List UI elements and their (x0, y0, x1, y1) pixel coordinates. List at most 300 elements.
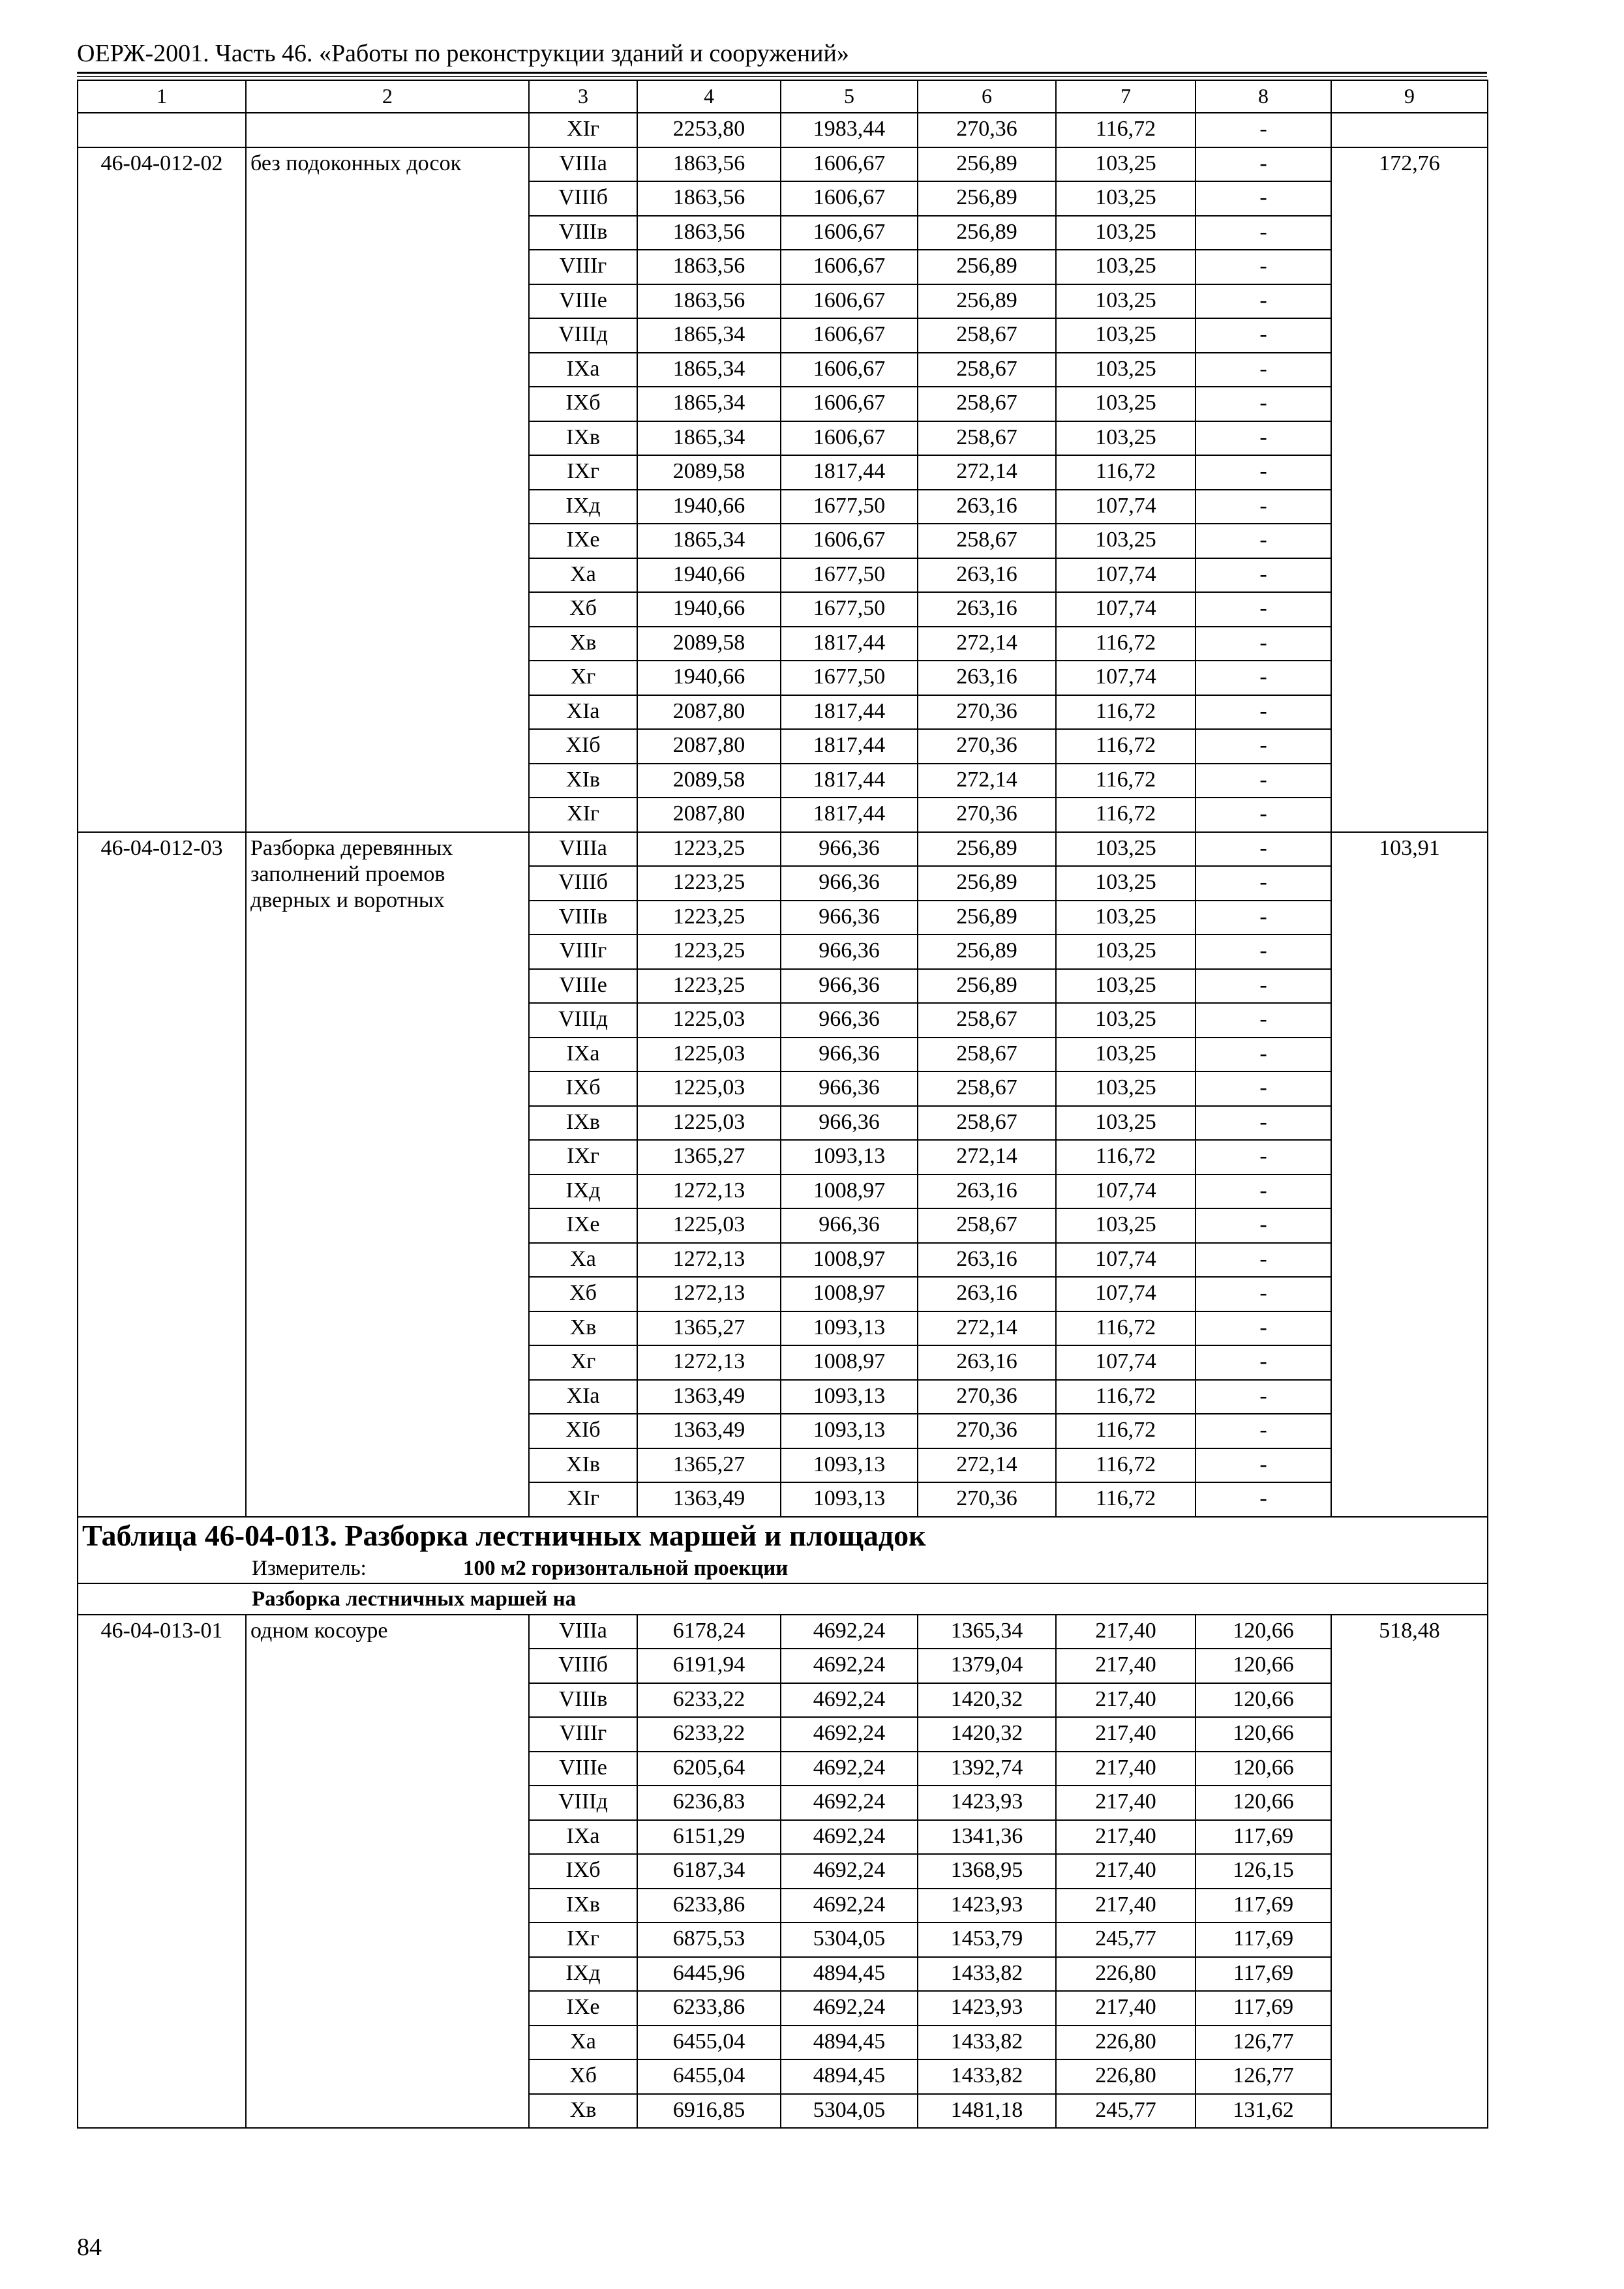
value-cell: 2087,80 (637, 798, 781, 832)
value-cell: - (1195, 147, 1331, 182)
value-cell: 1677,50 (781, 490, 918, 524)
value-cell: 1865,34 (637, 318, 781, 353)
table-row (78, 832, 1488, 867)
value-cell: 217,40 (1056, 1991, 1195, 2026)
value-cell: 117,69 (1195, 1991, 1331, 2026)
value-cell: 258,67 (918, 1003, 1056, 1038)
value-cell: - (1195, 1243, 1331, 1278)
value-cell: 1223,25 (637, 901, 781, 935)
value-cell: 263,16 (918, 1345, 1056, 1380)
value-cell: 270,36 (918, 798, 1056, 832)
value-cell: 126,77 (1195, 2026, 1331, 2060)
value-cell: 2087,80 (637, 729, 781, 764)
value-cell: - (1195, 1311, 1331, 1346)
value-cell: 272,14 (918, 627, 1056, 661)
value-cell: 103,25 (1056, 1208, 1195, 1243)
zone-cell: Xв (529, 627, 637, 661)
value-cell: 1817,44 (781, 455, 918, 490)
value-cell: 258,67 (918, 1038, 1056, 1072)
value-cell: - (1195, 318, 1331, 353)
value-cell: 103,25 (1056, 387, 1195, 421)
value-cell: - (1195, 1277, 1331, 1311)
base-rate-cell: 172,76 (1331, 147, 1488, 832)
value-cell: 256,89 (918, 216, 1056, 250)
value-cell: 107,74 (1056, 558, 1195, 593)
value-cell: 1940,66 (637, 592, 781, 627)
value-cell: 1008,97 (781, 1277, 918, 1311)
value-cell: 4692,24 (781, 1991, 918, 2026)
value-cell: 966,36 (781, 1038, 918, 1072)
value-cell: 1863,56 (637, 181, 781, 216)
value-cell: 245,77 (1056, 1922, 1195, 1957)
value-cell: 1093,13 (781, 1448, 918, 1483)
value-cell: - (1195, 455, 1331, 490)
zone-cell: Xв (529, 2094, 637, 2129)
value-cell: - (1195, 901, 1331, 935)
value-cell: 256,89 (918, 181, 1056, 216)
desc-cell: одном косоуре (246, 1615, 529, 2129)
value-cell: 258,67 (918, 421, 1056, 456)
value-cell: 116,72 (1056, 1414, 1195, 1448)
value-cell: 263,16 (918, 558, 1056, 593)
value-cell: 270,36 (918, 1380, 1056, 1414)
zone-cell: VIIIг (529, 935, 637, 969)
value-cell: 1817,44 (781, 798, 918, 832)
code-cell (78, 113, 246, 147)
value-cell (1331, 113, 1488, 147)
zone-cell: Xв (529, 1311, 637, 1346)
value-cell: 1365,34 (918, 1615, 1056, 1649)
value-cell: - (1195, 798, 1331, 832)
value-cell: 1392,74 (918, 1752, 1056, 1786)
value-cell: 103,25 (1056, 353, 1195, 387)
value-cell: 116,72 (1056, 764, 1195, 798)
zone-cell: XIа (529, 1380, 637, 1414)
value-cell: 6151,29 (637, 1820, 781, 1855)
value-cell: 1433,82 (918, 2026, 1056, 2060)
value-cell: 256,89 (918, 147, 1056, 182)
value-cell: - (1195, 969, 1331, 1004)
base-rate-cell: 518,48 (1331, 1615, 1488, 2129)
value-cell: - (1195, 524, 1331, 558)
zone-cell: VIIIе (529, 1752, 637, 1786)
value-cell: 256,89 (918, 250, 1056, 284)
value-cell: 116,72 (1056, 1140, 1195, 1174)
value-cell: 1368,95 (918, 1854, 1056, 1889)
value-cell: 1865,34 (637, 421, 781, 456)
value-cell: 1453,79 (918, 1922, 1056, 1957)
value-cell: 270,36 (918, 1414, 1056, 1448)
value-cell: - (1195, 284, 1331, 319)
column-number: 8 (1195, 80, 1331, 113)
value-cell: 120,66 (1195, 1615, 1331, 1649)
value-cell: 6916,85 (637, 2094, 781, 2129)
value-cell: 1606,67 (781, 421, 918, 456)
value-cell: - (1195, 1106, 1331, 1141)
value-cell: 1093,13 (781, 1311, 918, 1346)
zone-cell: Xг (529, 1345, 637, 1380)
value-cell: 116,72 (1056, 1448, 1195, 1483)
value-cell: 103,25 (1056, 901, 1195, 935)
value-cell: - (1195, 1345, 1331, 1380)
value-cell: 103,25 (1056, 284, 1195, 319)
value-cell: 263,16 (918, 490, 1056, 524)
value-cell: 6233,22 (637, 1717, 781, 1752)
value-cell: 116,72 (1056, 1482, 1195, 1517)
column-number: 7 (1056, 80, 1195, 113)
value-cell: 103,25 (1056, 866, 1195, 901)
page-number: 84 (77, 2234, 102, 2261)
value-cell: 1363,49 (637, 1482, 781, 1517)
value-cell: 116,72 (1056, 1380, 1195, 1414)
zone-cell: Xб (529, 1277, 637, 1311)
value-cell: 272,14 (918, 1140, 1056, 1174)
value-cell: 1481,18 (918, 2094, 1056, 2129)
measure-row (78, 1554, 1488, 1583)
value-cell: 103,25 (1056, 216, 1195, 250)
zone-cell: IXв (529, 1889, 637, 1923)
value-cell: 256,89 (918, 935, 1056, 969)
value-cell: 103,25 (1056, 421, 1195, 456)
value-cell: 116,72 (1056, 455, 1195, 490)
value-cell: 217,40 (1056, 1854, 1195, 1889)
zone-cell: XIг (529, 798, 637, 832)
value-cell: 107,74 (1056, 1345, 1195, 1380)
value-cell: - (1195, 181, 1331, 216)
value-cell: 270,36 (918, 695, 1056, 730)
value-cell: 1093,13 (781, 1380, 918, 1414)
value-cell: 103,25 (1056, 1106, 1195, 1141)
value-cell: 1272,13 (637, 1345, 781, 1380)
value-cell: - (1195, 661, 1331, 695)
value-cell: 126,15 (1195, 1854, 1331, 1889)
value-cell: 2089,58 (637, 764, 781, 798)
value-cell: 103,25 (1056, 1003, 1195, 1038)
value-cell: - (1195, 1380, 1331, 1414)
value-cell: - (1195, 250, 1331, 284)
zone-cell: IXб (529, 1854, 637, 1889)
value-cell: 226,80 (1056, 2059, 1195, 2094)
zone-cell: IXб (529, 1071, 637, 1106)
value-cell: 272,14 (918, 1311, 1056, 1346)
column-number: 2 (246, 80, 529, 113)
value-cell: 258,67 (918, 387, 1056, 421)
value-cell: - (1195, 216, 1331, 250)
value-cell: 217,40 (1056, 1752, 1195, 1786)
table-row (78, 1615, 1488, 1649)
zone-cell: VIIIа (529, 832, 637, 867)
value-cell: 1606,67 (781, 284, 918, 319)
value-cell: 966,36 (781, 901, 918, 935)
value-cell: 966,36 (781, 935, 918, 969)
value-cell: 6455,04 (637, 2059, 781, 2094)
value-cell: 1433,82 (918, 2059, 1056, 2094)
zone-cell: VIIIв (529, 901, 637, 935)
value-cell: 1093,13 (781, 1140, 918, 1174)
value-cell: 107,74 (1056, 490, 1195, 524)
zone-cell: IXа (529, 1820, 637, 1855)
value-cell: 1093,13 (781, 1414, 918, 1448)
value-cell: 263,16 (918, 1243, 1056, 1278)
value-cell: 226,80 (1056, 2026, 1195, 2060)
value-cell: 1606,67 (781, 250, 918, 284)
value-cell: - (1195, 1482, 1331, 1517)
value-cell: 103,25 (1056, 524, 1195, 558)
header-rule-thin (77, 76, 1487, 77)
zone-cell: VIIIг (529, 1717, 637, 1752)
value-cell: 1225,03 (637, 1071, 781, 1106)
value-cell: 1940,66 (637, 558, 781, 593)
zone-cell: XIг (529, 1482, 637, 1517)
value-cell: - (1195, 935, 1331, 969)
zone-cell: XIа (529, 695, 637, 730)
value-cell: - (1195, 353, 1331, 387)
value-cell: 263,16 (918, 1174, 1056, 1209)
value-cell: 117,69 (1195, 1889, 1331, 1923)
value-cell: - (1195, 558, 1331, 593)
value-cell: 6233,22 (637, 1683, 781, 1718)
value-cell: 6236,83 (637, 1786, 781, 1820)
value-cell: 103,25 (1056, 250, 1195, 284)
value-cell: 4692,24 (781, 1717, 918, 1752)
zone-cell: Xа (529, 1243, 637, 1278)
value-cell: 1341,36 (918, 1820, 1056, 1855)
value-cell: 107,74 (1056, 1174, 1195, 1209)
value-cell: 1940,66 (637, 661, 781, 695)
value-cell: 217,40 (1056, 1649, 1195, 1683)
value-cell: 6233,86 (637, 1889, 781, 1923)
value-cell: 117,69 (1195, 1922, 1331, 1957)
value-cell: 4692,24 (781, 1889, 918, 1923)
value-cell: 4692,24 (781, 1649, 918, 1683)
value-cell: 1983,44 (781, 113, 918, 147)
value-cell: 6178,24 (637, 1615, 781, 1649)
value-cell: 1817,44 (781, 764, 918, 798)
value-cell: 263,16 (918, 661, 1056, 695)
value-cell: - (1195, 490, 1331, 524)
value-cell: 1272,13 (637, 1277, 781, 1311)
zone-cell: IXд (529, 1957, 637, 1992)
value-cell: 263,16 (918, 1277, 1056, 1311)
value-cell: 2253,80 (637, 113, 781, 147)
value-cell: - (1195, 1174, 1331, 1209)
value-cell: 103,25 (1056, 181, 1195, 216)
value-cell: 6205,64 (637, 1752, 781, 1786)
table-title: Таблица 46-04-013. Разборка лестничных маршей и площадок (78, 1517, 1488, 1554)
value-cell: 5304,05 (781, 1922, 918, 1957)
value-cell: - (1195, 764, 1331, 798)
zone-cell: IXв (529, 421, 637, 456)
value-cell: - (1195, 1003, 1331, 1038)
zone-cell: VIIIд (529, 1003, 637, 1038)
measure-label: Измеритель: (252, 1556, 367, 1580)
value-cell: 226,80 (1056, 1957, 1195, 1992)
value-cell: 1225,03 (637, 1106, 781, 1141)
column-number-row (78, 80, 1488, 113)
value-cell: 1008,97 (781, 1345, 918, 1380)
value-cell: 1433,82 (918, 1957, 1056, 1992)
desc-cell (246, 113, 529, 147)
value-cell: 116,72 (1056, 1311, 1195, 1346)
header-rule-thick (77, 72, 1487, 74)
desc-cell: Разборка деревянных заполнений проемов дверных и воротных (246, 832, 529, 1517)
value-cell: 4692,24 (781, 1820, 918, 1855)
value-cell: 258,67 (918, 353, 1056, 387)
zone-cell: VIIIд (529, 318, 637, 353)
zone-cell: Xб (529, 2059, 637, 2094)
value-cell: 103,25 (1056, 318, 1195, 353)
measure-value: 100 м2 горизонтальной проекции (463, 1556, 789, 1580)
zone-cell: IXе (529, 524, 637, 558)
value-cell: 1677,50 (781, 592, 918, 627)
value-cell: 966,36 (781, 832, 918, 867)
value-cell: 5304,05 (781, 2094, 918, 2129)
value-cell: - (1195, 866, 1331, 901)
value-cell: 1365,27 (637, 1448, 781, 1483)
value-cell: 1606,67 (781, 216, 918, 250)
value-cell: 126,77 (1195, 2059, 1331, 2094)
zone-cell: IXг (529, 455, 637, 490)
value-cell: 4894,45 (781, 2026, 918, 2060)
value-cell: 1817,44 (781, 729, 918, 764)
desc-cell: без подоконных досок (246, 147, 529, 832)
zone-cell: XIв (529, 1448, 637, 1483)
value-cell: 120,66 (1195, 1649, 1331, 1683)
value-cell: 1863,56 (637, 216, 781, 250)
value-cell: 107,74 (1056, 661, 1195, 695)
column-number: 6 (918, 80, 1056, 113)
value-cell: 1225,03 (637, 1038, 781, 1072)
value-cell: - (1195, 1071, 1331, 1106)
zone-cell: XIб (529, 729, 637, 764)
rates-table-body (78, 80, 1488, 2128)
value-cell: - (1195, 1038, 1331, 1072)
value-cell: 120,66 (1195, 1752, 1331, 1786)
zone-cell: VIIIв (529, 1683, 637, 1718)
value-cell: 116,72 (1056, 695, 1195, 730)
value-cell: 107,74 (1056, 1243, 1195, 1278)
value-cell: 4692,24 (781, 1854, 918, 1889)
value-cell: 2087,80 (637, 695, 781, 730)
value-cell: 1606,67 (781, 147, 918, 182)
table-title-row (78, 1517, 1488, 1554)
value-cell: 1817,44 (781, 627, 918, 661)
value-cell: - (1195, 695, 1331, 730)
value-cell: 256,89 (918, 866, 1056, 901)
value-cell: 1423,93 (918, 1889, 1056, 1923)
value-cell: 107,74 (1056, 1277, 1195, 1311)
column-number: 3 (529, 80, 637, 113)
value-cell: 1365,27 (637, 1311, 781, 1346)
value-cell: 4894,45 (781, 1957, 918, 1992)
zone-cell: VIIIб (529, 1649, 637, 1683)
value-cell: 2089,58 (637, 627, 781, 661)
value-cell: 1008,97 (781, 1243, 918, 1278)
value-cell: 258,67 (918, 318, 1056, 353)
value-cell: - (1195, 729, 1331, 764)
value-cell: 256,89 (918, 284, 1056, 319)
value-cell: 120,66 (1195, 1717, 1331, 1752)
code-cell: 46-04-012-02 (78, 147, 246, 832)
value-cell: 1225,03 (637, 1003, 781, 1038)
zone-cell: VIIIг (529, 250, 637, 284)
value-cell: 217,40 (1056, 1820, 1195, 1855)
value-cell: 1423,93 (918, 1786, 1056, 1820)
value-cell: 1225,03 (637, 1208, 781, 1243)
value-cell: 131,62 (1195, 2094, 1331, 2129)
value-cell: 1817,44 (781, 695, 918, 730)
value-cell: 1420,32 (918, 1683, 1056, 1718)
value-cell: 1606,67 (781, 318, 918, 353)
value-cell: 1093,13 (781, 1482, 918, 1517)
value-cell: 966,36 (781, 1106, 918, 1141)
column-number: 9 (1331, 80, 1488, 113)
zone-cell: IXд (529, 1174, 637, 1209)
value-cell: 1940,66 (637, 490, 781, 524)
value-cell: - (1195, 1414, 1331, 1448)
value-cell: 256,89 (918, 969, 1056, 1004)
code-cell: 46-04-012-03 (78, 832, 246, 1517)
value-cell: 256,89 (918, 901, 1056, 935)
value-cell: 258,67 (918, 1208, 1056, 1243)
value-cell: 1606,67 (781, 387, 918, 421)
value-cell: 1865,34 (637, 524, 781, 558)
value-cell: 1379,04 (918, 1649, 1056, 1683)
zone-cell: VIIIа (529, 1615, 637, 1649)
value-cell: 966,36 (781, 866, 918, 901)
table-row (78, 147, 1488, 182)
value-cell: 1363,49 (637, 1380, 781, 1414)
value-cell: 1008,97 (781, 1174, 918, 1209)
value-cell: 270,36 (918, 113, 1056, 147)
value-cell: 1423,93 (918, 1991, 1056, 2026)
value-cell: 6455,04 (637, 2026, 781, 2060)
value-cell: 6875,53 (637, 1922, 781, 1957)
value-cell: 117,69 (1195, 1957, 1331, 1992)
zone-cell: XIг (529, 113, 637, 147)
value-cell: 258,67 (918, 524, 1056, 558)
zone-cell: Xа (529, 2026, 637, 2060)
zone-cell: VIIIд (529, 1786, 637, 1820)
value-cell: - (1195, 592, 1331, 627)
value-cell: 258,67 (918, 1071, 1056, 1106)
value-cell: - (1195, 421, 1331, 456)
value-cell: 4692,24 (781, 1615, 918, 1649)
value-cell: 966,36 (781, 1071, 918, 1106)
value-cell: 6191,94 (637, 1649, 781, 1683)
value-cell: 103,25 (1056, 832, 1195, 867)
value-cell: 4692,24 (781, 1786, 918, 1820)
zone-cell: IXе (529, 1208, 637, 1243)
value-cell: 270,36 (918, 1482, 1056, 1517)
value-cell: 272,14 (918, 1448, 1056, 1483)
value-cell: 6445,96 (637, 1957, 781, 1992)
value-cell: 272,14 (918, 455, 1056, 490)
value-cell: 103,25 (1056, 969, 1195, 1004)
zone-cell: Xг (529, 661, 637, 695)
value-cell: 116,72 (1056, 729, 1195, 764)
value-cell: - (1195, 1208, 1331, 1243)
value-cell: 1363,49 (637, 1414, 781, 1448)
zone-cell: VIIIв (529, 216, 637, 250)
value-cell: - (1195, 1448, 1331, 1483)
zone-cell: IXа (529, 1038, 637, 1072)
value-cell: 263,16 (918, 592, 1056, 627)
page-header: ОЕРЖ-2001. Часть 46. «Работы по реконструкции зданий и сооружений» (77, 40, 849, 67)
value-cell: 1606,67 (781, 353, 918, 387)
value-cell: - (1195, 387, 1331, 421)
value-cell: 117,69 (1195, 1820, 1331, 1855)
